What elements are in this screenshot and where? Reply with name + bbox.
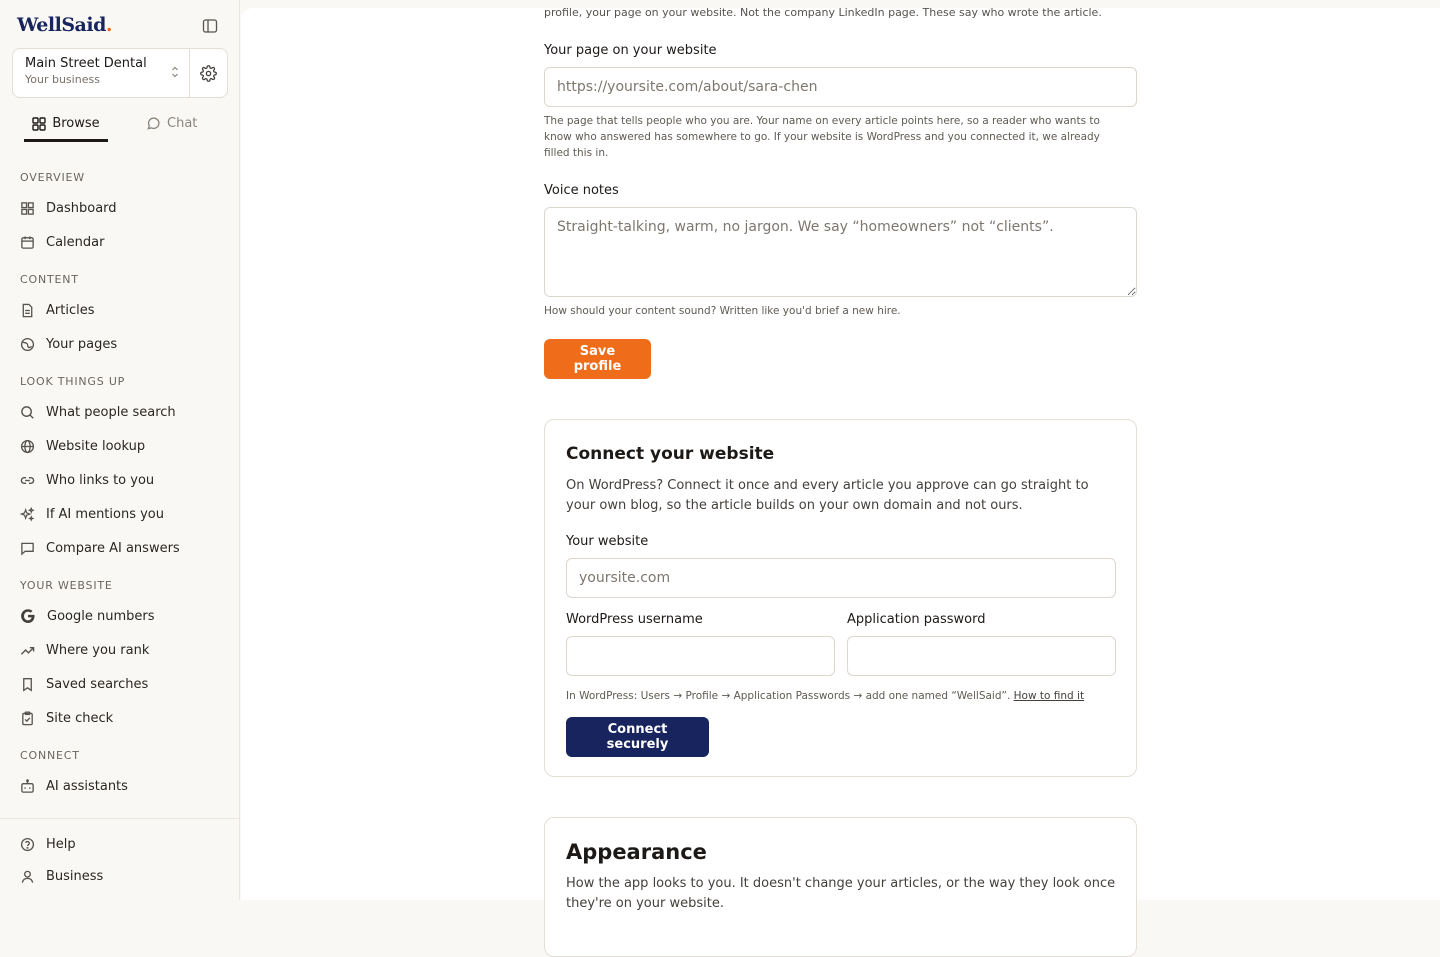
sidebar-item-label: Help (46, 836, 76, 852)
sidebar-toggle-icon (202, 18, 218, 34)
calendar-icon (20, 235, 35, 250)
sidebar-item-site-check[interactable] (20, 708, 113, 728)
help-circle-icon (20, 837, 35, 852)
nav-section-content: CONTENT (20, 273, 79, 286)
sidebar-item-label: Business (46, 868, 104, 884)
gear-icon (200, 65, 217, 82)
how-to-find-it-link[interactable]: How to find it (1013, 690, 1085, 702)
brand-dot: . (105, 14, 112, 36)
sidebar-collapse-button[interactable] (200, 16, 220, 36)
sidebar-item-label: Who links to you (46, 472, 155, 488)
business-settings-button[interactable] (190, 49, 227, 97)
user-icon (20, 869, 35, 884)
sidebar-item-label: AI assistants (46, 778, 128, 794)
brand-logo[interactable] (17, 14, 112, 36)
grid-icon (32, 117, 46, 131)
app-password-input[interactable] (847, 636, 1116, 676)
connect-website-card (544, 419, 1137, 777)
wp-username-label: WordPress username (566, 612, 703, 627)
brand-name: WellSaid (17, 14, 106, 36)
sidebar-item-where-you-rank[interactable] (20, 640, 149, 660)
connect-website-title: Connect your website (566, 444, 775, 464)
main-panel (241, 6, 1440, 911)
business-name: Main Street Dental (25, 56, 147, 71)
wp-help-text (566, 688, 1126, 704)
voice-notes-textarea[interactable] (544, 207, 1137, 297)
sidebar-item-ai-assistants[interactable] (20, 776, 128, 796)
business-subtitle: Your business (25, 73, 100, 86)
sidebar-item-website-lookup[interactable] (20, 436, 145, 456)
sidebar-item-articles[interactable] (20, 300, 94, 320)
sidebar-item-your-pages[interactable] (20, 334, 117, 354)
save-profile-button[interactable]: Save profile (544, 339, 651, 379)
page-url-label: Your page on your website (544, 43, 717, 58)
tab-browse[interactable] (24, 110, 108, 142)
sidebar-item-saved-searches[interactable] (20, 674, 148, 694)
sidebar-item-label: Compare AI answers (46, 540, 180, 556)
nav-section-your-website: YOUR WEBSITE (20, 579, 113, 592)
author-help-text: profile, your page on your website. Not the company LinkedIn page. These say who wrote the article. (544, 6, 1102, 19)
sidebar-item-help[interactable] (20, 834, 76, 854)
appearance-title: Appearance (566, 840, 707, 864)
globe-pages-icon (20, 337, 35, 352)
sidebar-item-label: Website lookup (46, 438, 146, 454)
sidebar-item-label: Site check (46, 710, 114, 726)
wp-username-input[interactable] (566, 636, 835, 676)
nav-section-overview: OVERVIEW (20, 171, 85, 184)
sidebar-item-label: Saved searches (46, 676, 149, 692)
sidebar-item-if-ai-mentions-you[interactable] (20, 504, 164, 524)
chevron-up-down-icon (171, 66, 179, 78)
clipboard-check-icon (20, 711, 35, 726)
dashboard-icon (20, 201, 35, 216)
page-url-help: The page that tells people who you are. Your name on every article points here, so a reader who wants to know who answered has somewhere to go. If your website is WordPress and you connected it, we already filled this in. (544, 115, 1100, 159)
appearance-card (544, 817, 1137, 957)
website-input[interactable] (566, 558, 1116, 598)
document-icon (20, 303, 35, 318)
sidebar-item-who-links-to-you[interactable] (20, 470, 154, 490)
sidebar-item-label: Dashboard (46, 200, 117, 216)
sidebar-item-label: Calendar (46, 234, 105, 250)
sidebar-tabs (24, 110, 197, 142)
sidebar-item-label: Where you rank (46, 642, 150, 658)
trending-up-icon (20, 643, 35, 658)
sidebar-item-dashboard[interactable] (20, 198, 117, 218)
message-square-icon (20, 541, 35, 556)
business-select[interactable] (13, 49, 190, 97)
sidebar-item-label: Google numbers (47, 608, 155, 624)
globe-icon (20, 439, 35, 454)
sidebar-footer-divider (0, 818, 240, 819)
sidebar-item-label: Your pages (46, 336, 118, 352)
google-icon (20, 608, 36, 624)
website-label: Your website (566, 534, 649, 549)
tab-chat[interactable] (146, 110, 197, 142)
nav-section-connect: CONNECT (20, 749, 80, 762)
chat-bubble-icon (146, 116, 161, 131)
tab-chat-label: Chat (167, 116, 198, 131)
wp-help-instructions: In WordPress: Users → Profile → Application Passwords → add one named “WellSaid”. (566, 690, 1011, 702)
app-password-label: Application password (847, 612, 986, 627)
sidebar-item-google-numbers[interactable] (20, 606, 155, 626)
search-icon (20, 405, 35, 420)
sidebar-item-calendar[interactable] (20, 232, 104, 252)
sidebar-item-label: What people search (46, 404, 176, 420)
sidebar (0, 0, 240, 900)
sparkles-icon (20, 507, 35, 522)
nav-section-lookup: LOOK THINGS UP (20, 375, 126, 388)
robot-icon (20, 779, 35, 794)
voice-notes-label: Voice notes (544, 183, 619, 198)
tab-browse-label: Browse (52, 116, 100, 131)
page-url-input[interactable] (544, 67, 1137, 107)
sidebar-item-business[interactable] (20, 866, 103, 886)
connect-website-description: On WordPress? Connect it once and every article you approve can go straight to your own blog, so the article builds on your own domain and not ours. (566, 478, 1089, 513)
connect-securely-button[interactable]: Connect securely (566, 717, 709, 757)
sidebar-item-label: If AI mentions you (46, 506, 164, 522)
sidebar-item-compare-ai-answers[interactable] (20, 538, 180, 558)
voice-notes-help: How should your content sound? Written like you'd brief a new hire. (544, 305, 901, 317)
appearance-description: How the app looks to you. It doesn't change your articles, or the way they look once they're on your website. (566, 876, 1116, 911)
sidebar-item-what-people-search[interactable] (20, 402, 176, 422)
bookmark-icon (20, 677, 35, 692)
business-switcher (12, 48, 228, 98)
link-icon (20, 473, 35, 488)
sidebar-item-label: Articles (46, 302, 95, 318)
